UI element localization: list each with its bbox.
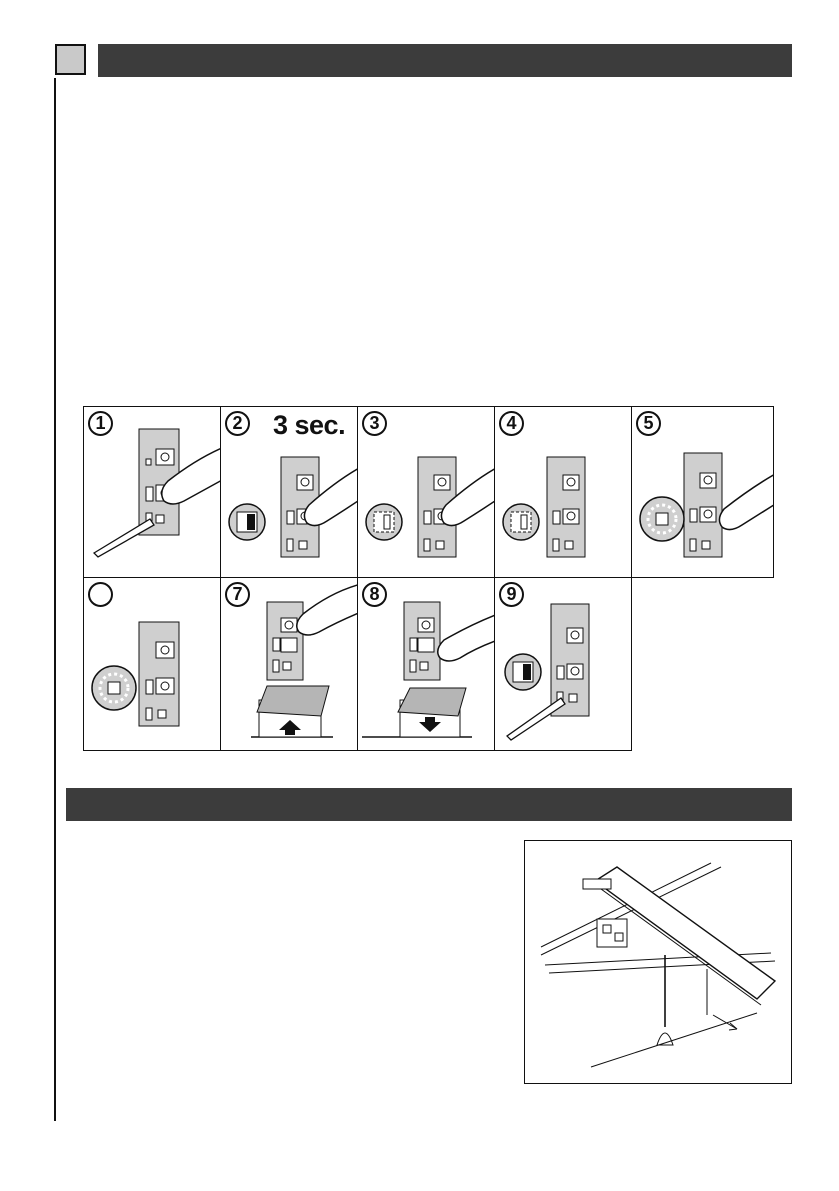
step-number: 1 bbox=[88, 411, 113, 436]
step-cell-6 bbox=[83, 577, 221, 751]
step-cell-2 bbox=[220, 406, 358, 578]
section-title-bar-top bbox=[98, 44, 792, 77]
step-number: 7 bbox=[225, 582, 250, 607]
step-number: 4 bbox=[499, 411, 524, 436]
step-number: 3 bbox=[362, 411, 387, 436]
release-cord-figure bbox=[524, 840, 792, 1084]
section-title-bar-bottom bbox=[66, 788, 792, 821]
step-cell-3 bbox=[357, 406, 495, 578]
step-number: 5 bbox=[636, 411, 661, 436]
step-cell-7 bbox=[220, 577, 358, 751]
step-cell-5 bbox=[631, 406, 774, 578]
step-cell-8 bbox=[357, 577, 495, 751]
step-cell-9 bbox=[494, 577, 632, 751]
section-marker-box bbox=[55, 44, 86, 75]
step-number: 2 bbox=[225, 411, 250, 436]
step-number: 9 bbox=[499, 582, 524, 607]
left-margin-rule bbox=[54, 78, 56, 1121]
step-cell-4 bbox=[494, 406, 632, 578]
step-cell-1 bbox=[83, 406, 221, 578]
rail-release-illustration bbox=[525, 841, 793, 1085]
step-number bbox=[88, 582, 113, 607]
step-number: 8 bbox=[362, 582, 387, 607]
hold-duration-label: 3 sec. bbox=[273, 410, 346, 440]
